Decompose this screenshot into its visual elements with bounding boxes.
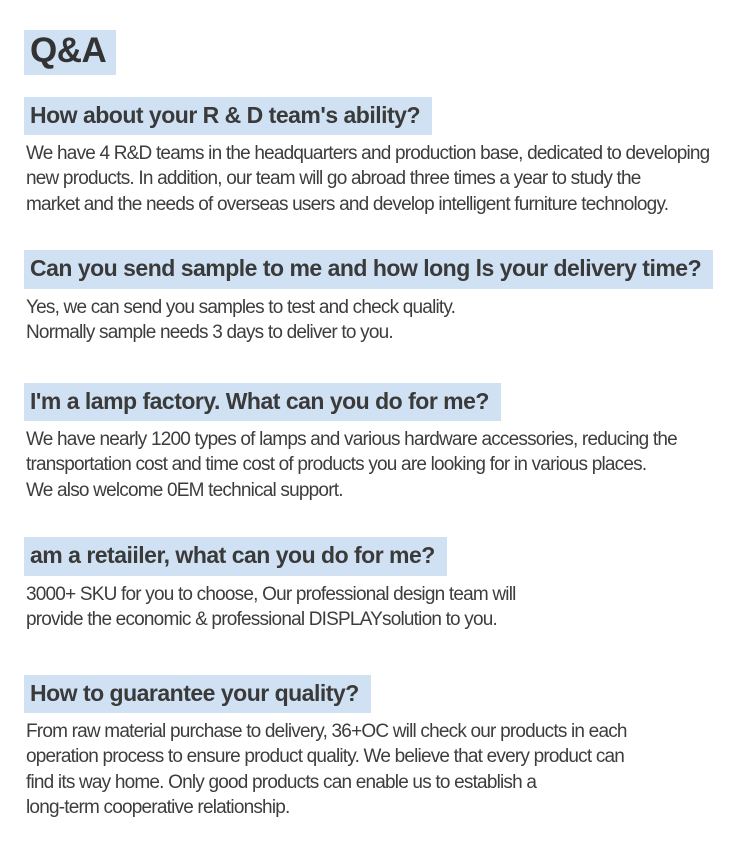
answer-text — [24, 582, 726, 633]
answer-text — [24, 295, 726, 346]
question-heading: How about your R & D team's ability? — [24, 97, 432, 135]
qa-item — [24, 537, 726, 632]
answer-text — [24, 719, 726, 821]
answer-line: find its way home. Only good products can enable us to establish a — [26, 771, 537, 793]
question-heading: am a retaiiler, what can you do for me? — [24, 537, 447, 575]
question-heading: How to guarantee your quality? — [24, 675, 371, 713]
question-heading: Can you send sample to me and how long ls your delivery time? — [24, 250, 713, 288]
answer-line: From raw material purchase to delivery, 36+OC will check our products in each — [26, 720, 627, 742]
answer-line: Yes, we can send you samples to test and check quality. — [26, 296, 456, 318]
answer-line: Normally sample needs 3 days to deliver to you. — [26, 322, 393, 344]
question-heading: I'm a lamp factory. What can you do for me? — [24, 383, 501, 421]
answer-line: transportation cost and time cost of products you are looking for in various places. — [26, 454, 647, 476]
answer-line: We also welcome 0EM technical support. — [26, 479, 343, 501]
answer-line: We have 4 R&D teams in the headquarters and production base, dedicated to developing — [26, 142, 710, 164]
answer-line: provide the economic & professional DISPLAYsolution to you. — [26, 609, 498, 630]
qa-item — [24, 675, 726, 821]
answer-line: operation process to ensure product quality. We believe that every product can — [26, 746, 625, 768]
answer-line: We have nearly 1200 types of lamps and various hardware accessories, reducing the — [26, 428, 677, 450]
page-title: Q&A — [24, 30, 116, 75]
answer-line: new products. In addition, our team will go abroad three times a year to study the — [26, 168, 641, 190]
qa-item — [24, 97, 726, 218]
qa-item — [24, 250, 726, 345]
qa-item — [24, 383, 726, 504]
answer-line: long-term cooperative relationship. — [26, 797, 290, 819]
answer-text — [24, 427, 726, 504]
answer-text — [24, 141, 726, 218]
answer-line: 3000+ SKU for you to choose, Our professional design team will — [26, 583, 516, 605]
answer-line: market and the needs of overseas users and develop intelligent furniture technology. — [26, 193, 669, 215]
